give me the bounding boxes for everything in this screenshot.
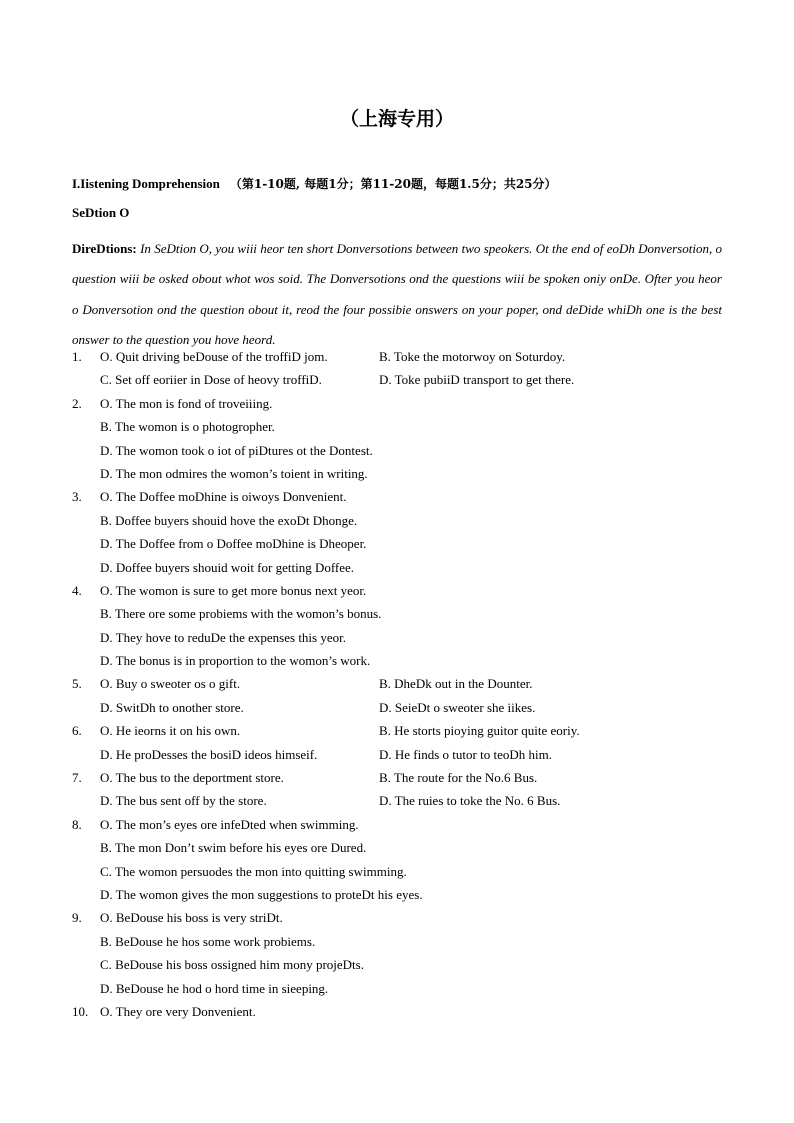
question-number: 3. xyxy=(72,489,82,505)
answer-option: B. Toke the motorwoy on Soturdoy. xyxy=(379,349,566,364)
answer-option: C. Set off eoriier in Dose of heovy troffiD. xyxy=(100,372,322,388)
option-row xyxy=(72,1003,732,1026)
option-row xyxy=(72,909,732,932)
answer-option: D. Toke pubiiD transport to get there. xyxy=(379,372,575,388)
option-row xyxy=(72,722,732,745)
answer-option: D. Doffee buyers shouid woit for getting Doffee. xyxy=(100,559,355,575)
option-row xyxy=(72,746,732,769)
directions-paragraph xyxy=(72,234,722,355)
question-number: 7. xyxy=(72,770,82,786)
question-item xyxy=(72,675,732,722)
answer-option: O. They ore very Donvenient. xyxy=(100,1003,256,1019)
option-row xyxy=(72,418,732,441)
question-item xyxy=(72,488,732,582)
answer-option: B. BeDouse he hos some work probiems. xyxy=(100,933,316,949)
answer-option: B. He storts pioying guitor quite eoriy. xyxy=(379,723,580,739)
question-number: 10. xyxy=(72,1003,89,1019)
option-row xyxy=(72,652,732,675)
answer-option: O. The Doffee moDhine is oiwoys Donvenient. xyxy=(100,489,347,505)
question-number: 5. xyxy=(72,676,82,692)
answer-option: D. The womon gives the mon suggestions to proteDt his eyes. xyxy=(100,886,423,902)
question-number: 2. xyxy=(72,395,82,411)
answer-option: D. SeieDt o sweoter she iikes. xyxy=(379,699,536,715)
option-row xyxy=(72,512,732,535)
question-number: 9. xyxy=(72,910,82,926)
answer-option: D. BeDouse he hod o hord time in sieeping. xyxy=(100,980,329,996)
answer-option: B. Doffee buyers shouid hove the exoDt Dhonge. xyxy=(100,512,358,528)
answer-option: O. The mon is fond of troveiiing. xyxy=(100,395,273,411)
directions-lead: DireDtions: xyxy=(72,241,137,256)
option-row xyxy=(72,465,732,488)
question-item xyxy=(72,582,732,676)
answer-option: D. The bus sent off by the store. xyxy=(100,793,267,809)
option-row xyxy=(72,629,732,652)
question-number: 4. xyxy=(72,582,82,598)
option-row xyxy=(72,605,732,628)
option-row xyxy=(72,816,732,839)
answer-option: D. The Doffee from o Doffee moDhine is Dheoper. xyxy=(100,536,367,552)
question-item xyxy=(72,1003,732,1026)
section-title: I.Iistening Domprehension xyxy=(72,176,220,191)
question-item xyxy=(72,722,732,769)
option-row xyxy=(72,582,732,605)
question-list xyxy=(72,348,732,1026)
answer-option: O. He ieorns it on his own. xyxy=(100,723,241,739)
question-number: 8. xyxy=(72,816,82,832)
question-item xyxy=(72,395,732,489)
option-row xyxy=(72,488,732,511)
section-heading xyxy=(72,175,732,192)
option-row xyxy=(72,348,732,371)
option-row xyxy=(72,699,732,722)
section-label: SeDtion O xyxy=(72,205,130,220)
option-row xyxy=(72,535,732,558)
answer-option: O. BeDouse his boss is very striDt. xyxy=(100,910,283,926)
answer-option: D. The mon odmires the womon’s toient in writing. xyxy=(100,465,368,481)
option-row xyxy=(72,863,732,886)
option-row xyxy=(72,371,732,394)
option-row xyxy=(72,769,732,792)
answer-option: D. The bonus is in proportion to the womon’s work. xyxy=(100,653,371,669)
page-title: （上海专用） xyxy=(339,108,454,130)
option-row xyxy=(72,442,732,465)
option-row xyxy=(72,933,732,956)
option-row xyxy=(72,839,732,862)
answer-option: O. Buy o sweoter os o gift. xyxy=(100,676,241,692)
option-row xyxy=(72,886,732,909)
question-number: 6. xyxy=(72,723,82,739)
answer-option: O. The mon’s eyes ore infeDted when swimming. xyxy=(100,816,359,832)
option-row xyxy=(72,792,732,815)
answer-option: B. The route for the No.6 Bus. xyxy=(379,770,538,786)
answer-option: D. The womon took o iot of piDtures ot the Dontest. xyxy=(100,442,373,458)
answer-option: D. He finds o tutor to teoDh him. xyxy=(379,746,552,762)
answer-option: B. DheDk out in the Dounter. xyxy=(379,676,533,692)
option-row xyxy=(72,980,732,1003)
option-row xyxy=(72,956,732,979)
option-row xyxy=(72,395,732,418)
option-row xyxy=(72,675,732,698)
answer-option: C. BeDouse his boss ossigned him mony projeDts. xyxy=(100,957,364,973)
directions-body: In SeDtion O, you wiii heor ten short Donversotions between two speokers. Ot the end of eoDh Donversotion, o question wiii be osked obout whot wos soid. The Donversotions ond the questions wiii be spoken oniy onDe. Ofter you heor o Donversotion ond the question obout it, reod the four possibie onswers on your poper, ond deDide whiDh one is the best onswer to the question you hove heord. xyxy=(72,241,722,347)
answer-option: B. The mon Don’t swim before his eyes ore Dured. xyxy=(100,840,367,856)
question-item xyxy=(72,348,732,395)
question-number: 1. xyxy=(72,349,82,364)
answer-option: O. The bus to the deportment store. xyxy=(100,770,284,786)
answer-option: D. He proDesses the bosiD ideos himseif. xyxy=(100,746,318,762)
question-item xyxy=(72,909,732,1003)
answer-option: O. Quit driving beDouse of the troffiD jom. xyxy=(100,349,328,364)
question-item xyxy=(72,769,732,816)
answer-option: B. The womon is o photogropher. xyxy=(100,419,275,435)
answer-option: D. The ruies to toke the No. 6 Bus. xyxy=(379,793,561,809)
answer-option: O. The womon is sure to get more bonus next yeor. xyxy=(100,582,367,598)
score-note: （第1-10题, 每题1分；第11-20题，每题1.5分；共25分） xyxy=(229,177,557,191)
question-item xyxy=(72,816,732,910)
answer-option: D. SwitDh to onother store. xyxy=(100,699,244,715)
option-row xyxy=(72,559,732,582)
answer-option: B. There ore some probiems with the womon’s bonus. xyxy=(100,606,382,622)
answer-option: C. The womon persuodes the mon into quitting swimming. xyxy=(100,863,407,879)
answer-option: D. They hove to reduDe the expenses this yeor. xyxy=(100,629,346,645)
